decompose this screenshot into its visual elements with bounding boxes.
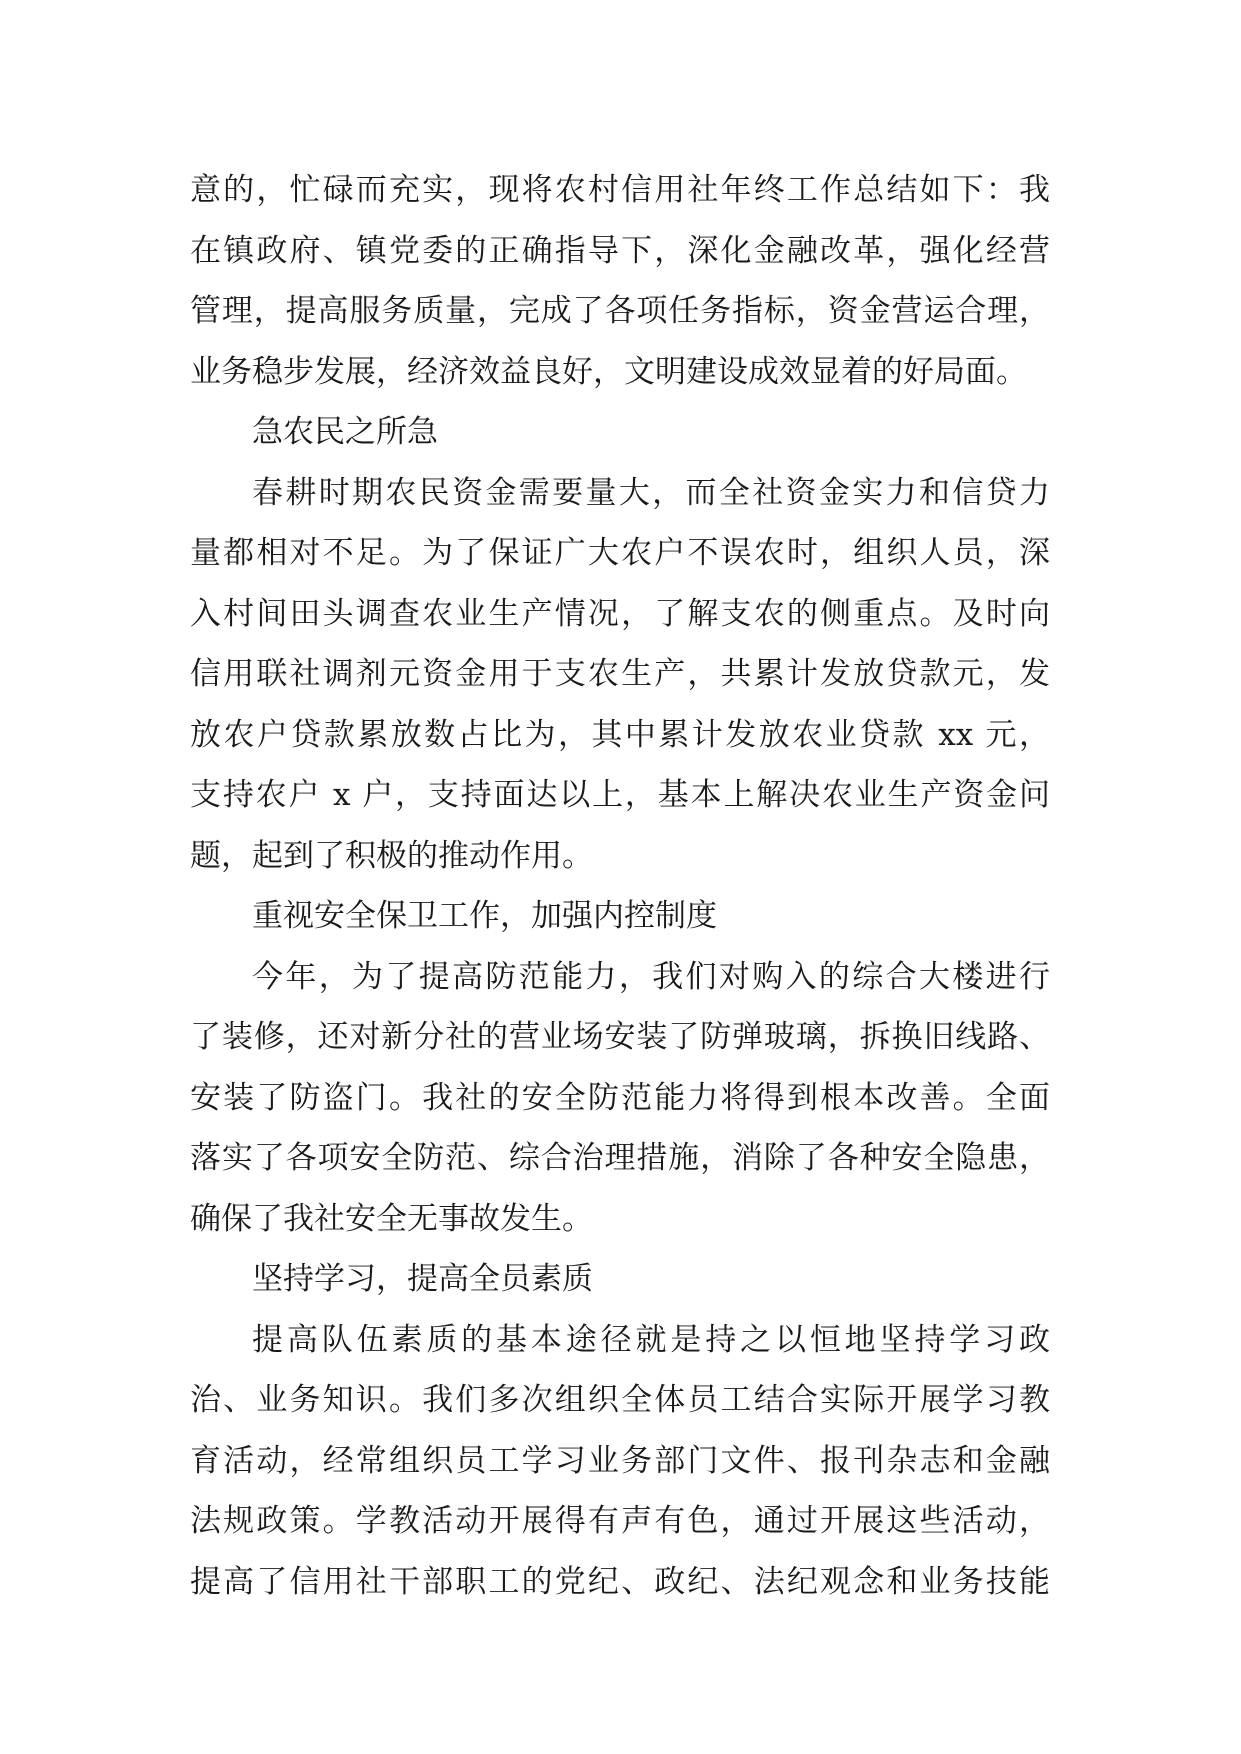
section-heading-learning: 坚持学习，提高全员素质 [252,1261,593,1297]
text-line: 确保了我社安全无事故发生。 [190,1200,593,1237]
document-body [190,160,1050,1612]
text-line: 量都相对不足。为了保证广大农户不误农时，组织人员，深 [190,535,1050,571]
text-line: 管理，提高服务质量，完成了各项任务指标，资金营运合理， [190,293,1050,329]
text-line: 落实了各项安全防范、综合治理措施，消除了各种安全隐患， [190,1140,1050,1176]
text-line: 支持农户 x 户，支持面达以上，基本上解决农业生产资金问 [190,777,1050,813]
text-line: 题，起到了积极的推动作用。 [190,837,593,874]
paragraph-learning [190,1310,1050,1613]
section-heading-farmers: 急农民之所急 [252,414,438,450]
text-line: 业务稳步发展，经济效益良好，文明建设成效显着的好局面。 [190,353,1027,390]
text-line: 安装了防盗门。我社的安全防范能力将得到根本改善。全面 [190,1079,1050,1116]
section-heading-security: 重视安全保卫工作，加强内控制度 [252,898,717,934]
text-line: 了装修，还对新分社的营业场安装了防弹玻璃，拆换旧线路、 [190,1019,1050,1055]
text-line: 法规政策。学教活动开展得有声有色，通过开展这些活动， [190,1503,1050,1539]
paragraph-summary-intro [190,160,1050,402]
text-line: 提高队伍素质的基本途径就是持之以恒地坚持学习政 [252,1321,1050,1358]
text-line: 入村间田头调查农业生产情况，了解支农的侧重点。及时向 [190,595,1050,632]
text-line: 意的，忙碌而充实，现将农村信用社年终工作总结如下：我 [190,172,1050,208]
text-line: 在镇政府、镇党委的正确指导下，深化金融改革，强化经营 [190,232,1050,269]
paragraph-farmer-support [190,463,1050,887]
text-line: 春耕时期农民资金需要量大，而全社资金实力和信贷力 [252,474,1050,511]
text-line: 育活动，经常组织员工学习业务部门文件、报刊杂志和金融 [190,1442,1050,1479]
text-line: 信用联社调剂元资金用于支农生产，共累计发放贷款元，发 [190,656,1050,692]
text-line: 今年，为了提高防范能力，我们对购入的综合大楼进行 [252,958,1050,995]
text-line: 放农户贷款累放数占比为，其中累计发放农业贷款 xx 元， [190,716,1050,753]
text-line: 治、业务知识。我们多次组织全体员工结合实际开展学习教 [190,1382,1050,1418]
text-line: 提高了信用社干部职工的党纪、政纪、法纪观念和业务技能 [190,1563,1050,1600]
paragraph-security [190,947,1050,1250]
